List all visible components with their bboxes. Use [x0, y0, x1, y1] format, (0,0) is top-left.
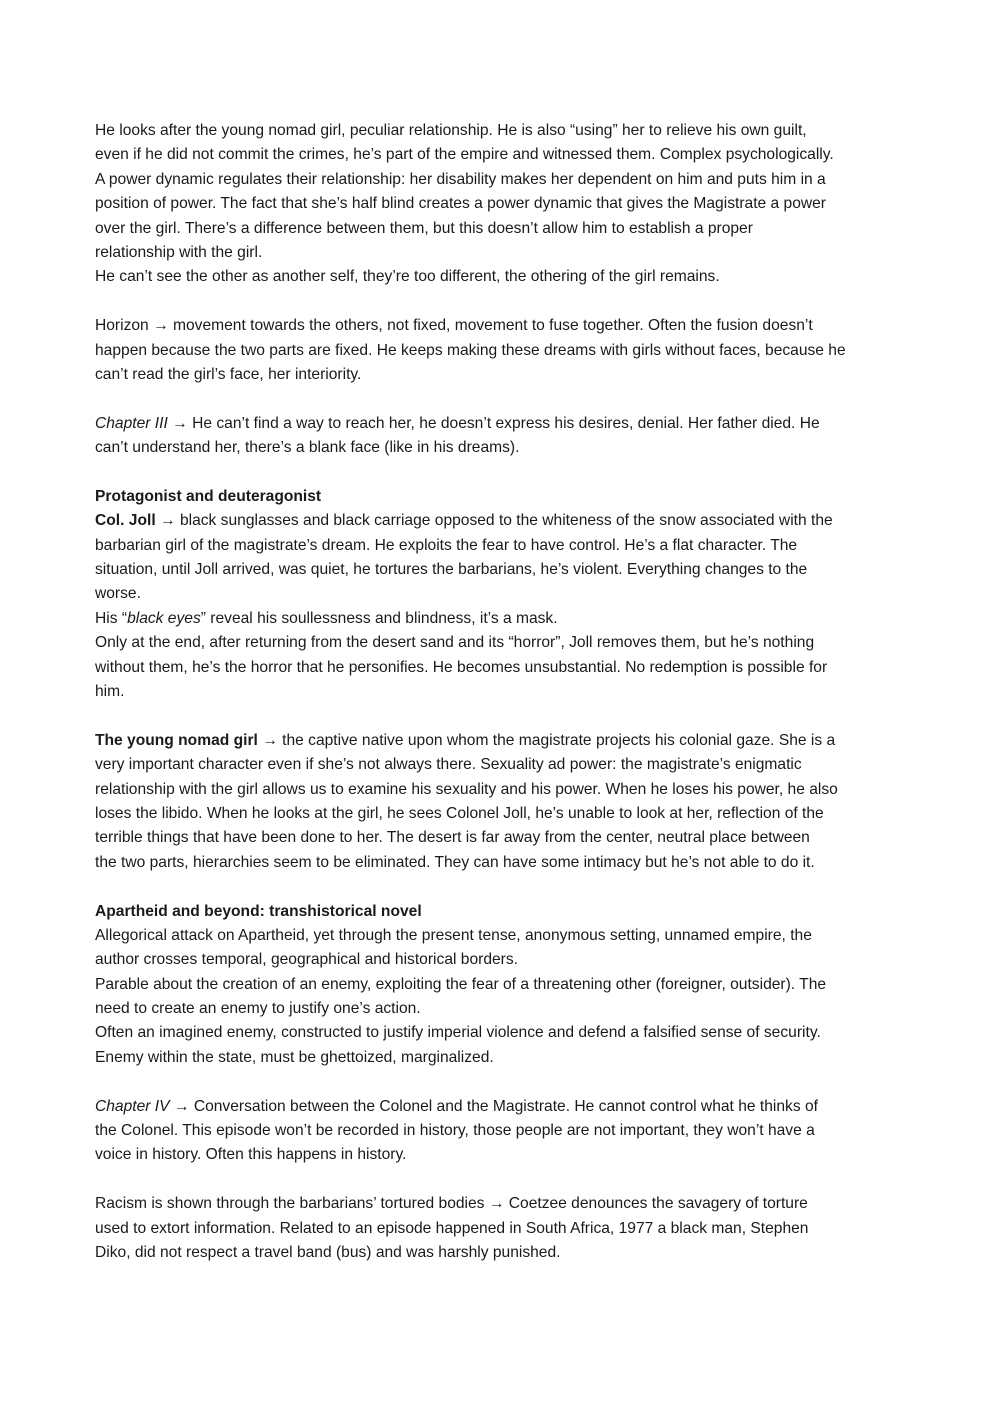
text-line	[95, 1095, 910, 1119]
document-page	[95, 119, 910, 1265]
text-line: He can’t see the other as another self, they’re too different, the othering of the girl remains.	[95, 268, 720, 286]
text-line: very important character even if she’s not always there. Sexuality ad power: the magistrate’s enigmatic	[95, 756, 802, 774]
paragraph-spacer	[95, 387, 910, 411]
paragraph-spacer	[95, 460, 910, 484]
text-line: situation, until Joll arrived, was quiet, he tortures the barbarians, he’s violent. Everything changes to the	[95, 561, 808, 579]
paragraph-racism	[95, 1192, 910, 1265]
text-span: His “	[95, 609, 128, 627]
joll-label: Col. Joll	[95, 512, 156, 530]
text-line: voice in history. Often this happens in history.	[95, 1146, 407, 1164]
chapter-4-label: Chapter IV	[95, 1097, 170, 1115]
arrow-icon: →	[172, 414, 188, 432]
text-span: Racism is shown through the barbarians’ tortured bodies	[95, 1195, 485, 1213]
text-line: over the girl. There’s a difference between them, but this doesn’t allow him to establish a proper	[95, 219, 753, 237]
paragraph-chapter-3	[95, 412, 910, 461]
chapter-3-label: Chapter III	[95, 414, 168, 432]
section-heading: Protagonist and deuteragonist	[95, 487, 322, 505]
paragraph-chapter-4	[95, 1095, 910, 1168]
text-line	[95, 412, 910, 436]
nomad-girl-label: The young nomad girl	[95, 731, 258, 749]
paragraph-spacer	[95, 1070, 910, 1094]
text-line: even if he did not commit the crimes, he’s part of the empire and witnessed them. Complex psychologically.	[95, 146, 834, 164]
text-line: him.	[95, 682, 125, 700]
section-apartheid	[95, 900, 910, 1071]
paragraph-relationship	[95, 119, 910, 290]
text-line: used to extort information. Related to an episode happened in South Africa, 1977 a black man, Stephen	[95, 1219, 809, 1237]
horizon-lead: Horizon	[95, 317, 149, 335]
text-line: Allegorical attack on Apartheid, yet through the present tense, anonymous setting, unnamed empire, the	[95, 926, 812, 944]
paragraph-spacer	[95, 704, 910, 728]
text-span: He can’t find a way to reach her, he doesn’t express his desires, denial. Her father died. He	[192, 414, 820, 432]
paragraph-spacer	[95, 290, 910, 314]
arrow-icon: →	[173, 1097, 190, 1115]
text-line: need to create an enemy to justify one’s action.	[95, 1000, 421, 1018]
section-heading: Apartheid and beyond: transhistorical novel	[95, 902, 422, 920]
text-line	[95, 509, 910, 533]
text-line: can’t understand her, there’s a blank face (like in his dreams).	[95, 439, 520, 457]
text-line: relationship with the girl.	[95, 243, 263, 261]
text-line	[95, 1192, 910, 1216]
text-span: movement towards the others, not fixed, movement to fuse together. Often the fusion doesn’t	[173, 317, 813, 335]
text-line: the two parts, hierarchies seem to be eliminated. They can have some intimacy but he’s not able to do it.	[95, 853, 815, 871]
paragraph-nomad-girl	[95, 729, 910, 875]
arrow-icon: →	[160, 512, 176, 530]
text-line: without them, he’s the horror that he personifies. He becomes unsubstantial. No redemption is possible for	[95, 658, 828, 676]
text-line: can’t read the girl’s face, her interiority.	[95, 365, 362, 383]
arrow-icon: →	[262, 731, 278, 749]
text-line: loses the libido. When he looks at the girl, he sees Colonel Joll, he’s unable to look at her, reflection of the	[95, 804, 824, 822]
text-span: Conversation between the Colonel and the Magistrate. He cannot control what he thinks of	[193, 1097, 818, 1115]
paragraph-spacer	[95, 1168, 910, 1192]
text-line: Only at the end, after returning from the desert sand and its “horror”, Joll removes them, but he’s nothing	[95, 634, 815, 652]
text-line: He looks after the young nomad girl, peculiar relationship. He is also “using” her to relieve his own guilt,	[95, 122, 807, 139]
text-line: Parable about the creation of an enemy, exploiting the fear of a threatening other (foreigner, outsider). The	[95, 975, 827, 993]
text-line: position of power. The fact that she’s half blind creates a power dynamic that gives the Magistrate a power	[95, 195, 827, 213]
text-line: A power dynamic regulates their relationship: her disability makes her dependent on him and puts him in a	[95, 170, 826, 188]
text-line: terrible things that have been done to her. The desert is far away from the center, neutral place between	[95, 829, 810, 847]
text-line: barbarian girl of the magistrate’s dream. He exploits the fear to have control. He’s a flat character. The	[95, 536, 798, 554]
arrow-icon: →	[488, 1195, 505, 1213]
text-line: Often an imagined enemy, constructed to justify imperial violence and defend a falsified sense of security.	[95, 1024, 821, 1042]
text-line: happen because the two parts are fixed. He keeps making these dreams with girls without faces, because he	[95, 341, 846, 359]
black-eyes-italic: black eyes	[127, 609, 201, 627]
paragraph-spacer	[95, 875, 910, 899]
text-line	[95, 729, 910, 753]
arrow-icon: →	[153, 317, 169, 335]
text-line	[95, 607, 910, 631]
text-span: ” reveal his soullessness and blindness, it’s a mask.	[200, 609, 558, 627]
text-line: the Colonel. This episode won’t be recorded in history, those people are not important, they won’t have a	[95, 1122, 815, 1140]
text-line: worse.	[95, 585, 141, 603]
text-span: black sunglasses and black carriage opposed to the whiteness of the snow associated with the	[179, 512, 833, 530]
text-line: author crosses temporal, geographical and historical borders.	[95, 951, 518, 969]
text-span: the captive native upon whom the magistrate projects his colonial gaze. She is a	[282, 731, 836, 749]
paragraph-horizon	[95, 314, 910, 387]
text-line: relationship with the girl allows us to examine his sexuality and his power. When he loses his power, he also	[95, 780, 838, 798]
text-line	[95, 314, 910, 338]
section-protagonist	[95, 485, 910, 705]
text-line: Diko, did not respect a travel band (bus) and was harshly punished.	[95, 1243, 561, 1261]
text-line: Enemy within the state, must be ghettoized, marginalized.	[95, 1048, 494, 1066]
text-span: Coetzee denounces the savagery of torture	[508, 1195, 808, 1213]
